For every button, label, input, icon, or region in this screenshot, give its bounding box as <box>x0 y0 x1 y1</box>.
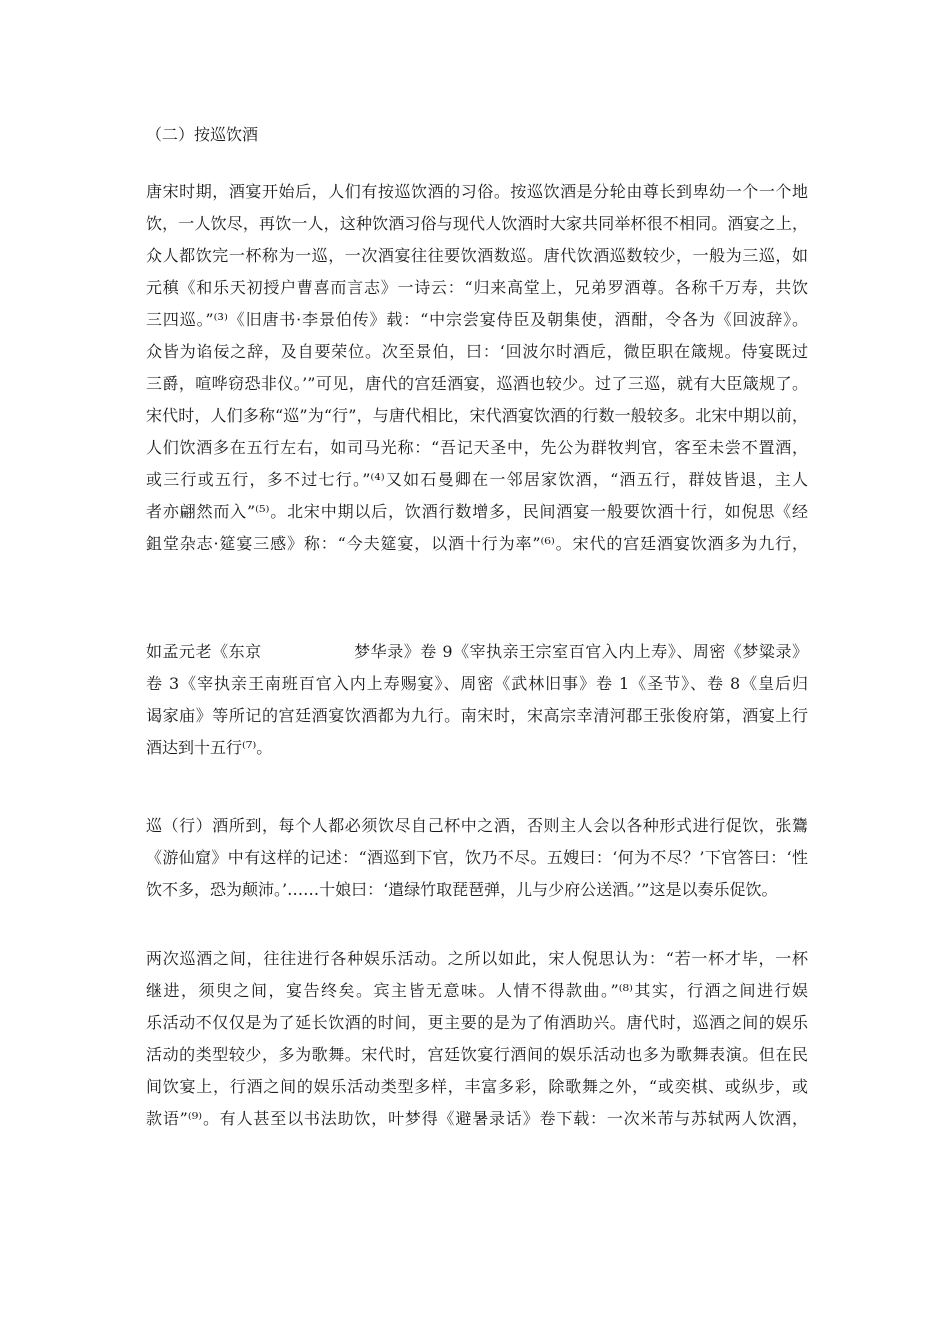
paragraph-line: 或三行或五行，多不过七行。”⁽⁴⁾又如石曼卿在一邻居家饮酒，“酒五行，群妓皆退，主人 <box>146 470 808 489</box>
paragraph-line: 款语”⁽⁹⁾。有人甚至以书法助饮，叶梦得《避暑录话》卷下载：一次米芾与苏轼两人饮酒， <box>146 1109 808 1128</box>
paragraph-3 <box>146 810 808 906</box>
paragraph-line: 饮，一人饮尽，再饮一人，这种饮酒习俗与现代人饮酒时大家共同举杯很不相同。酒宴之上， <box>146 214 808 233</box>
paragraph-4 <box>146 943 808 1135</box>
paragraph-line: 巡（行）酒所到，每个人都必须饮尽自己杯中之酒，否则主人会以各种形式进行促饮，张鷟 <box>146 816 808 835</box>
paragraph-line: 谒家庙》等所记的宫廷酒宴饮酒都为九行。南宋时，宋高宗幸清河郡王张俊府第，酒宴上行 <box>146 706 808 725</box>
paragraph-line: 《游仙窟》中有这样的记述：“酒巡到下官，饮乃不尽。五嫂曰：‘何为不尽？’下官答曰：‘性 <box>146 848 808 867</box>
paragraph-line: 鉏堂杂志·筵宴三感》称：“今夫筵宴，以酒十行为率”⁽⁶⁾。宋代的宫廷酒宴饮酒多为九行， <box>146 534 808 553</box>
paragraph-line: 众人都饮完一杯称为一巡，一次酒宴往往要饮酒数巡。唐代饮酒巡数较少，一般为三巡，如 <box>146 246 808 265</box>
paragraph-line: 唐宋时期，酒宴开始后，人们有按巡饮酒的习俗。按巡饮酒是分轮由尊长到卑幼一个一个地 <box>146 182 808 201</box>
paragraph-line: 继进，须臾之间，宴告终矣。宾主皆无意味。人情不得款曲。”⁽⁸⁾其实，行酒之间进行娱 <box>146 981 808 1000</box>
paragraph-line: 三爵，喧哗窃恐非仪。’”可见，唐代的宫廷酒宴，巡酒也较少。过了三巡，就有大臣箴规了。 <box>146 374 808 393</box>
paragraph-line: 卷 3《宰执亲王南班百官入内上寿赐宴》、周密《武林旧事》卷 1《圣节》、卷 8《皇后归 <box>146 674 808 693</box>
paragraph-line: 乐活动不仅仅是为了延长饮酒的时间，更主要的是为了侑酒助兴。唐代时，巡酒之间的娱乐 <box>146 1013 808 1032</box>
paragraph-line: 酒达到十五行⁽⁷⁾。 <box>146 738 273 757</box>
paragraph-line: 宋代时，人们多称“巡”为“行”，与唐代相比，宋代酒宴饮酒的行数一般较多。北宋中期以前， <box>146 406 808 425</box>
paragraph-line: 者亦翩然而入”⁽⁵⁾。北宋中期以后，饮酒行数增多，民间酒宴一般要饮酒十行，如倪思《经 <box>146 502 808 521</box>
section-heading: （二）按巡饮酒 <box>146 125 259 144</box>
paragraph-line: 众皆为谄佞之辞，及自要荣位。次至景伯，曰：‘回波尔时酒卮，微臣职在箴规。侍宴既过 <box>146 342 808 361</box>
paragraph-line: 饮不多，恐为颠沛。’……十娘曰：‘遣绿竹取琵琶弹，儿与少府公送酒。’”这是以奏乐促饮。 <box>146 880 778 899</box>
paragraph-line: 人们饮酒多在五行左右，如司马光称：“吾记天圣中，先公为群牧判官，客至未尝不置酒， <box>146 438 808 457</box>
paragraph-2 <box>146 636 808 764</box>
paragraph-line: 三四巡。”⁽³⁾《旧唐书·李景伯传》载：“中宗尝宴侍臣及朝集使，酒酣，令各为《回波辞》。 <box>146 310 808 329</box>
line-part: 如孟元老《东京 <box>146 642 262 661</box>
paragraph-line: 元稹《和乐天初授户曹喜而言志》一诗云：“归来高堂上，兄弟罗酒尊。各称千万寿，共饮 <box>146 278 808 297</box>
paragraph-line: 活动的类型较少，多为歌舞。宋代时，宫廷饮宴行酒间的娱乐活动也多为歌舞表演。但在民 <box>146 1045 808 1064</box>
paragraph-line: 间饮宴上，行酒之间的娱乐活动类型多样，丰富多彩，除歌舞之外，“或奕棋、或纵步，或 <box>146 1077 808 1096</box>
paragraph-line: 两次巡酒之间，往往进行各种娱乐活动。之所以如此，宋人倪思认为：“若一杯才毕，一杯 <box>146 949 808 968</box>
paragraph-line <box>146 636 808 668</box>
paragraph-1 <box>146 176 808 560</box>
line-part: 梦华录》卷 9《宰执亲王宗室百官入内上寿》、周密《梦粱录》 <box>353 642 808 661</box>
